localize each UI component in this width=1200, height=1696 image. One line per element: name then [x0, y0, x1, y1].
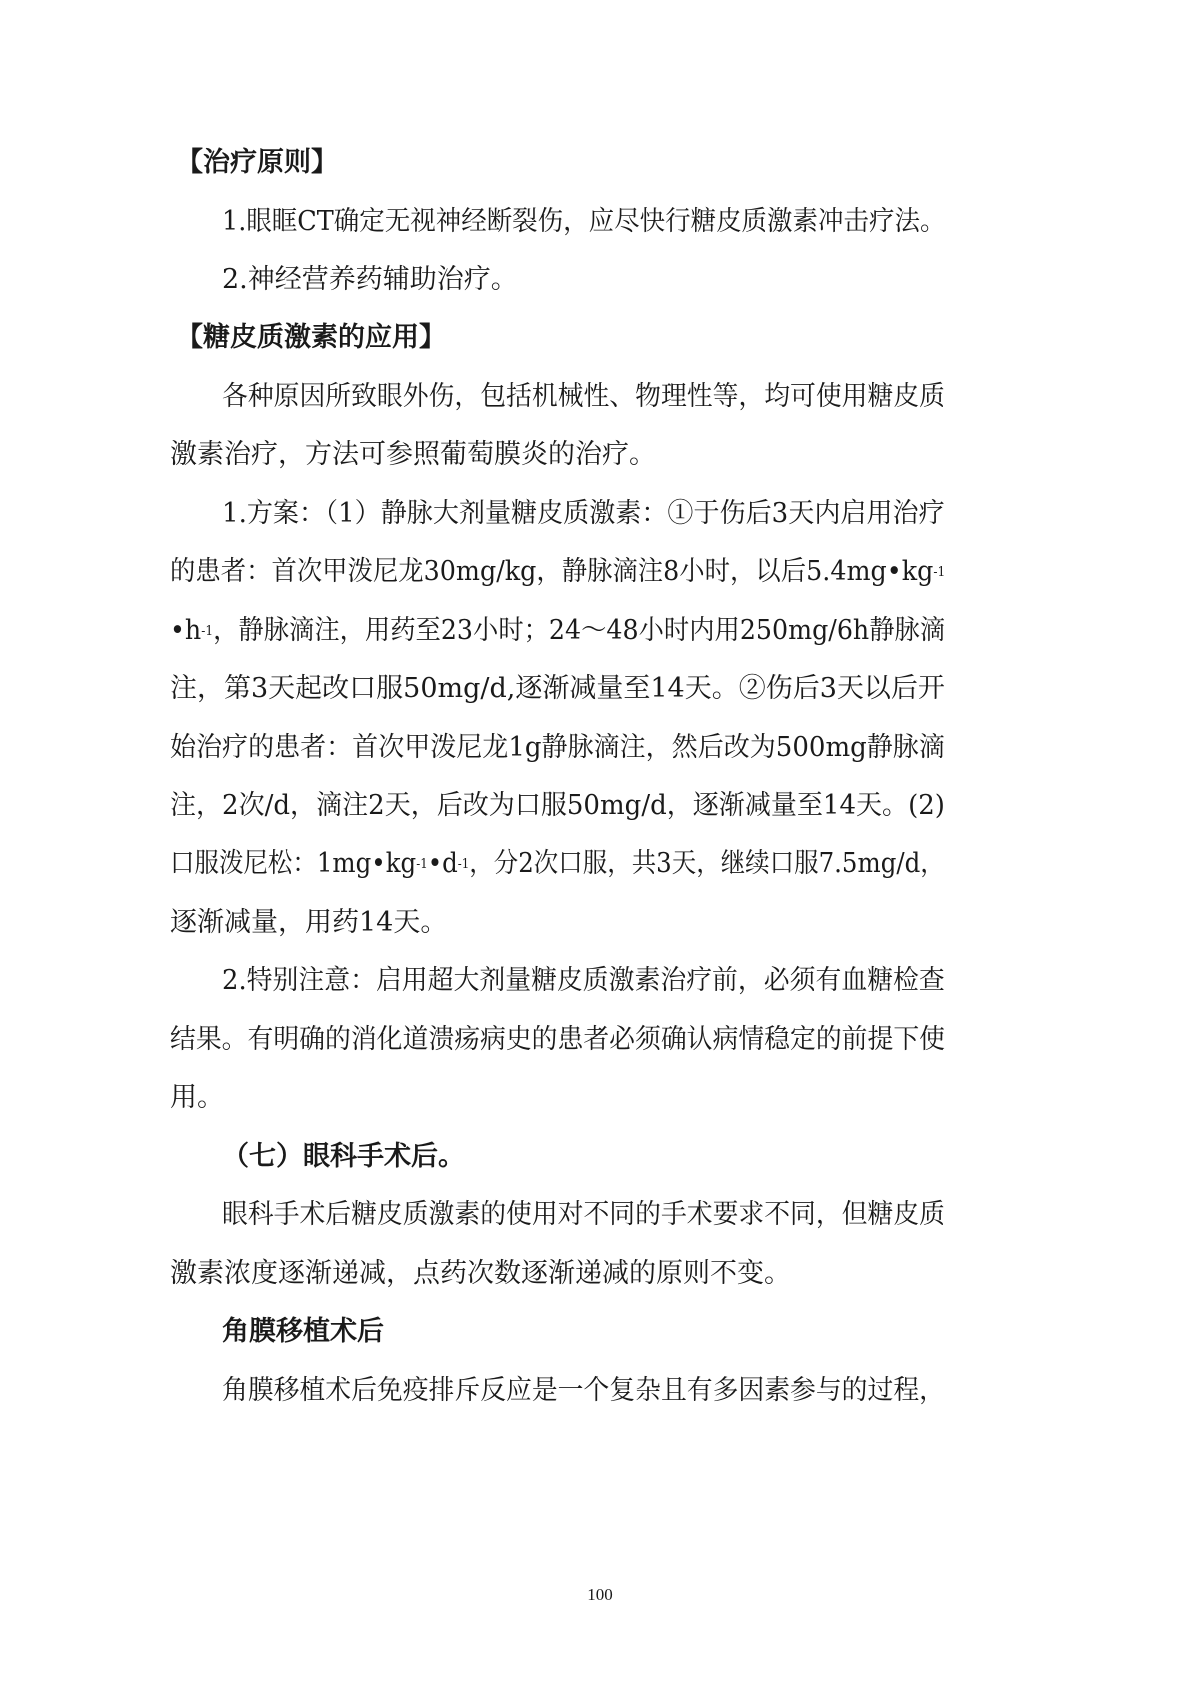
page-number: 100 [587, 1585, 613, 1604]
superscript: -1 [416, 857, 428, 872]
paragraph-line: 激素浓度逐渐递减，点药次数逐渐递减的原则不变。 [170, 1258, 791, 1289]
plan-line-7-text-a: 口服泼尼松：1mg•kg [170, 848, 417, 879]
caution-line-3: 用。 [170, 1082, 224, 1113]
plan-line-3-text: ，静脉滴注，用药至23小时；24～48小时内用250mg/6h静脉滴 [213, 615, 946, 646]
plan-line-5: 始治疗的患者：首次甲泼尼龙1g静脉滴注，然后改为500mg静脉滴 [170, 732, 945, 763]
section-heading-after-eye-surgery: （七）眼科手术后。 [222, 1141, 465, 1172]
paragraph-line: 各种原因所致眼外伤，包括机械性、物理性等，均可使用糖皮质 [222, 381, 945, 412]
plan-line-6: 注，2次/d，滴注2天，后改为口服50mg/d，逐渐减量至14天。(2) [170, 790, 945, 821]
plan-line-2-text: 的患者：首次甲泼尼龙30mg/kg，静脉滴注8小时，以后5.4mg•kg [170, 556, 934, 587]
plan-line-8: 逐渐减量，用药14天。 [170, 907, 448, 938]
superscript: -1 [457, 857, 470, 872]
plan-line-2 [170, 552, 945, 592]
paragraph-line: 激素治疗，方法可参照葡萄膜炎的治疗。 [170, 439, 656, 470]
superscript: -1 [201, 624, 214, 639]
plan-line-7 [170, 844, 945, 884]
paragraph-line: 眼科手术后糖皮质激素的使用对不同的手术要求不同，但糖皮质 [222, 1199, 945, 1230]
superscript: -1 [933, 565, 946, 580]
section-heading-treatment-principles: 【治疗原则】 [176, 147, 338, 178]
caution-line-1: 2.特别注意：启用超大剂量糖皮质激素治疗前，必须有血糖检查 [222, 965, 945, 996]
section-heading-after-keratoplasty: 角膜移植术后 [222, 1316, 384, 1347]
paragraph-line: 角膜移植术后免疫排斥反应是一个复杂且有多因素参与的过程， [222, 1375, 945, 1406]
section-heading-corticosteroid-use: 【糖皮质激素的应用】 [176, 322, 446, 353]
principle-item-2: 2.神经营养药辅助治疗。 [222, 264, 518, 295]
caution-line-2: 结果。有明确的消化道溃疡病史的患者必须确认病情稳定的前提下使 [170, 1024, 946, 1055]
plan-line-7-text-c: ，分2次口服，共3天，继续口服7.5mg/d， [469, 848, 945, 879]
plan-line-4: 注，第3天起改口服50mg/d,逐渐减量至14天。②伤后3天以后开 [170, 673, 945, 704]
principle-item-1: 1.眼眶CT确定无视神经断裂伤，应尽快行糖皮质激素冲击疗法。 [222, 206, 946, 237]
plan-line-1: 1.方案：（1）静脉大剂量糖皮质激素：①于伤后3天内启用治疗 [222, 498, 945, 529]
plan-line-7-unit: •d [427, 848, 458, 879]
plan-line-3 [170, 611, 945, 651]
plan-line-3-unit: •h [170, 615, 202, 646]
